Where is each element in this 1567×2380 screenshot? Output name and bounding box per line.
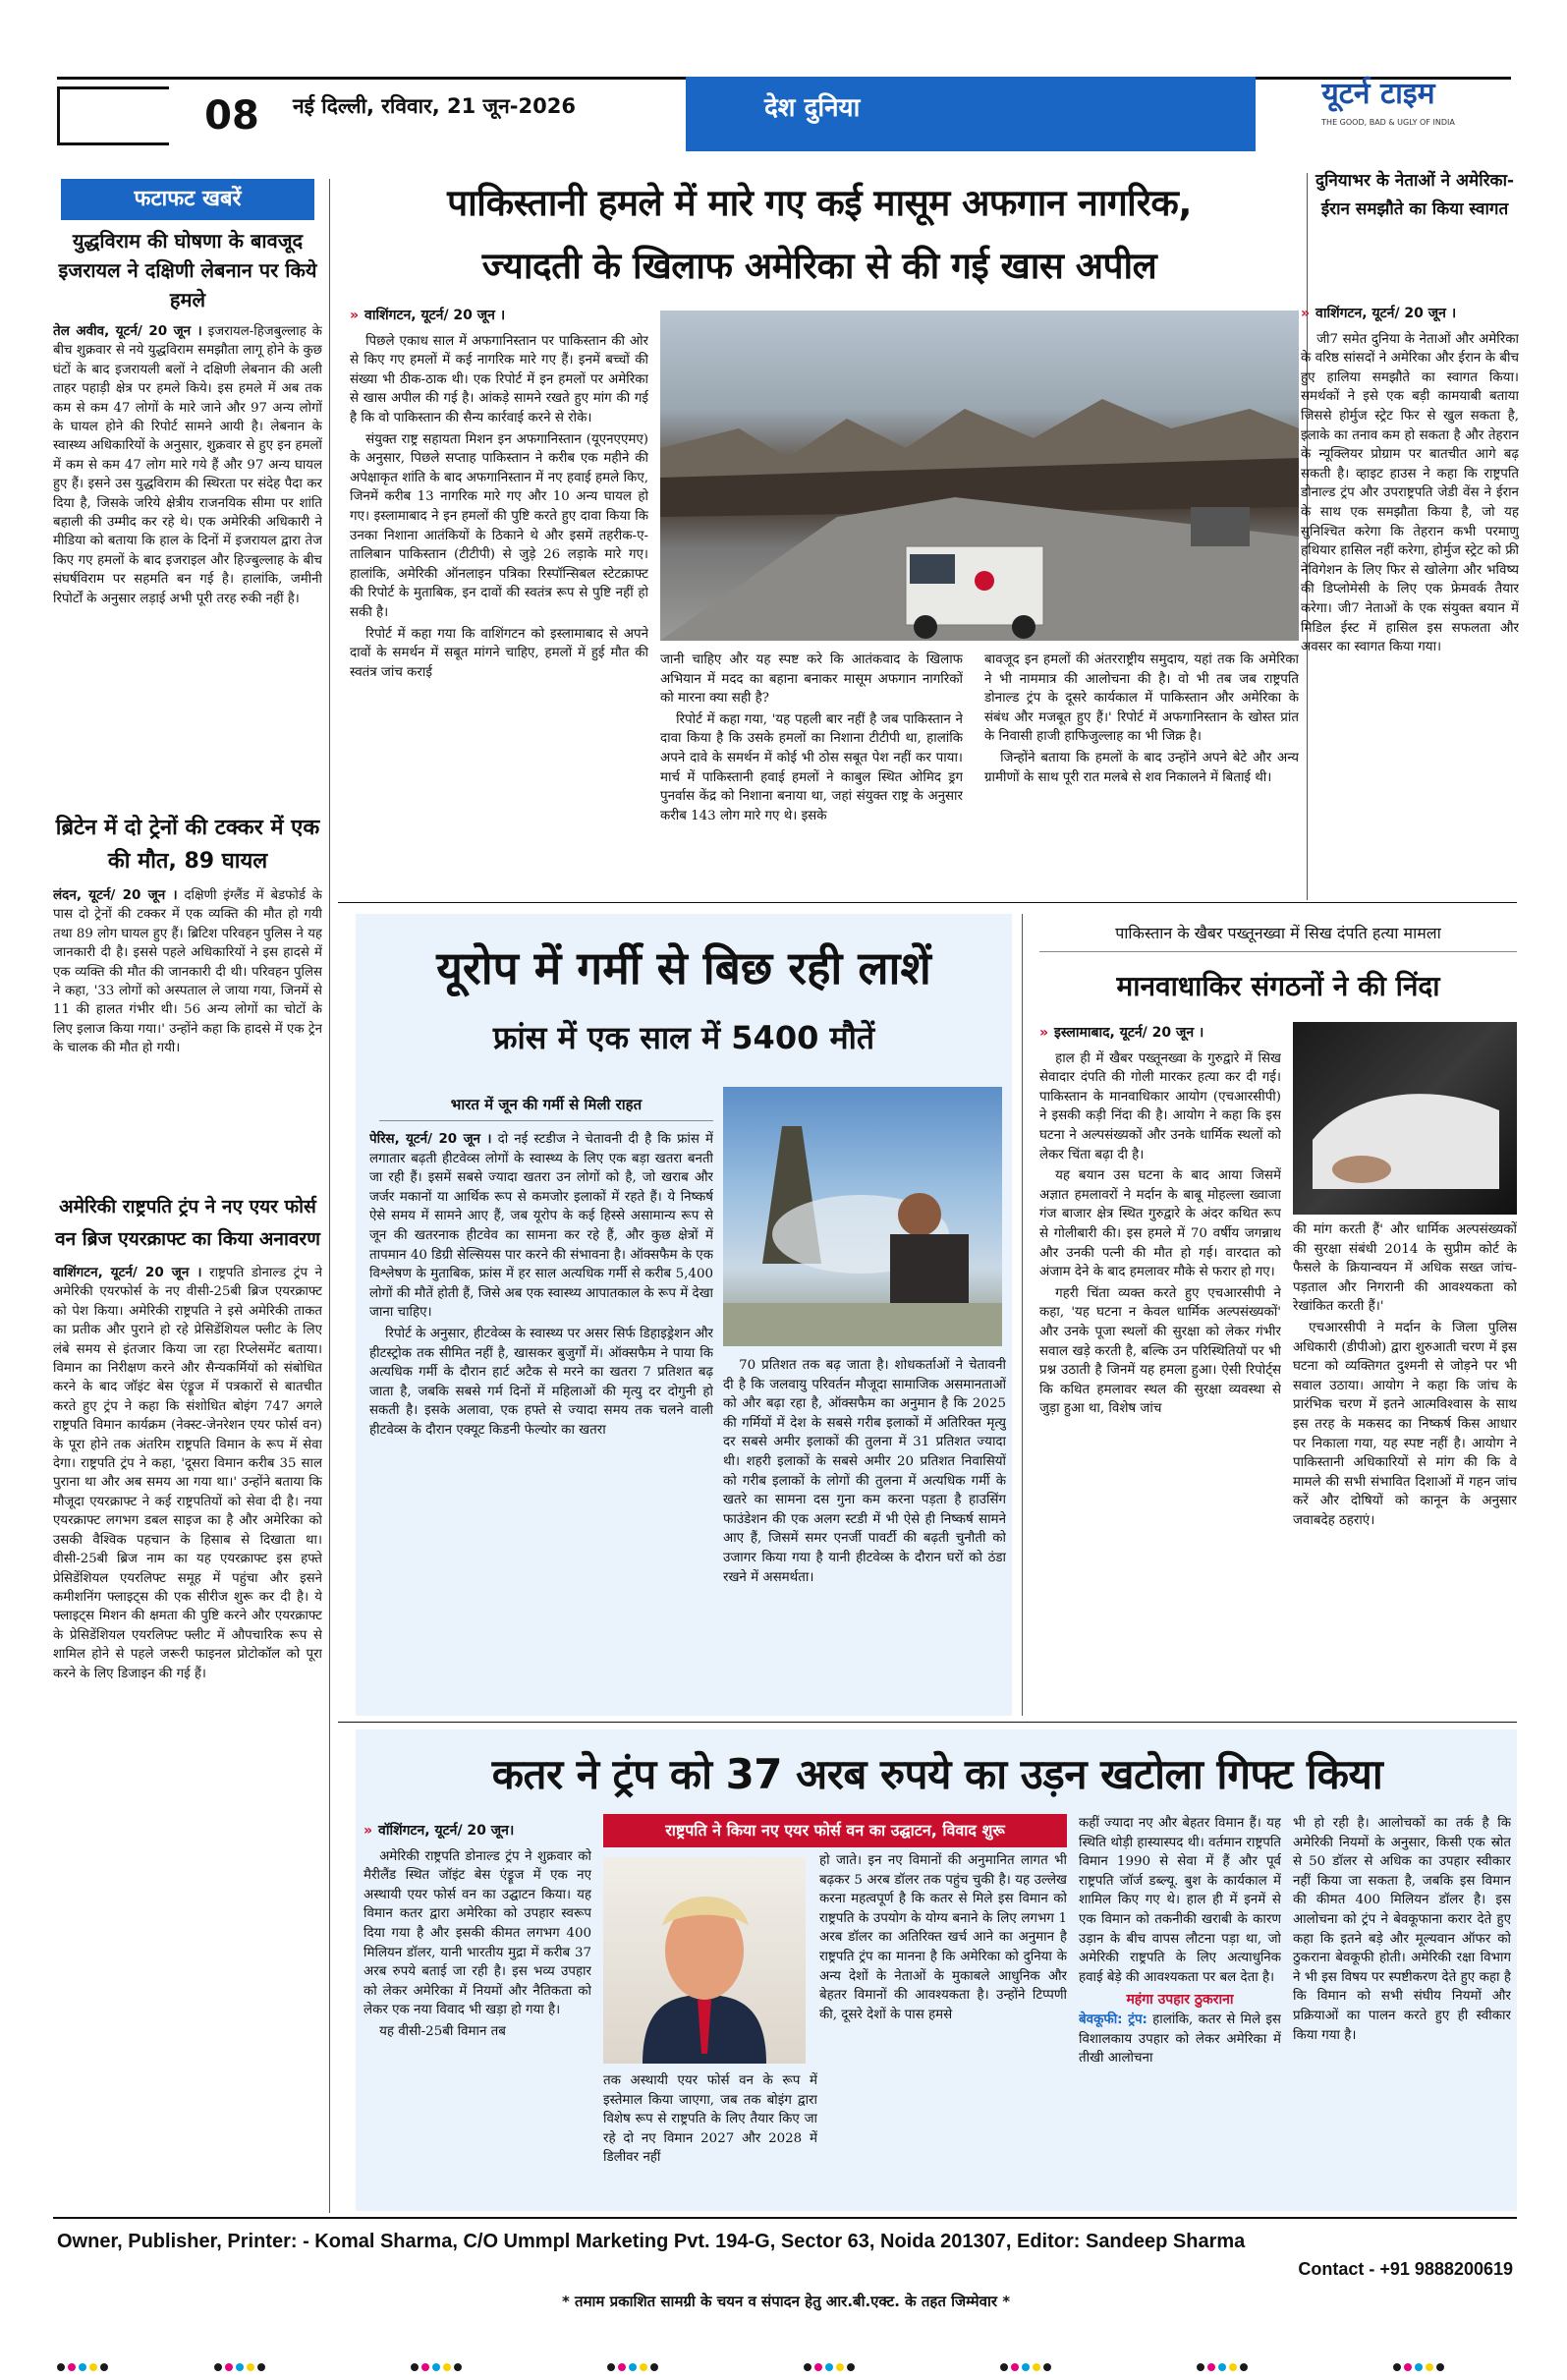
- sidebar-story-1-dateline: तेल अवीव, यूटर्न/ 20 जून ।: [53, 323, 202, 339]
- main-headline-2: ज्यादती के खिलाफ अमेरिका से की गई खास अपील: [481, 245, 1157, 287]
- qatar-col-2a: हो जाते। इन नए विमानों की अनुमानित लागत भी बढ़कर 5 अरब डॉलर तक पहुंच चुकी है। यह उल्लेख करना महत्वपूर्ण है कि कतर से मिले इस विमान को राष्ट्रपति के उपयोग के योग्य बनाने के लिए लगभग 1 अरब डॉलर का अतिरिक्त खर्च आने का अनुमान है राष्ट्रपति ट्रंप का मानना है कि अमेरिका को दुनिया के अन्य देशों के नेताओं के मुकाबले आधुनिक और बेहतर विमानों की आवश्यकता है। उन्होंने टिप्पणी की, दूसरे देशों के पास हमसे: [819, 1853, 1067, 2022]
- registration-marks: [57, 2356, 1521, 2368]
- right-story-1-body: » वाशिंगटन, यूटर्न/ 20 जून । जी7 समेत दुनिया के नेताओं और अमेरिका के वरिष्ठ सांसदों ने अमेरिका और ईरान के बीच हुए हालिया समझौते का स्वागत किया। समर्थकों ने इसे एक बड़ी कामयाबी बताया जिससे होर्मुज स्ट्रेट फिर से खुल सकता है, इलाके का तनाव कम हो सकता है और तेहरान के न्यूक्लियर प्रोग्राम पर बातचीत आगे बढ़ सकती है। व्हाइट हाउस ने कहा कि राष्ट्रपति डोनाल्ड ट्रंप और उपराष्ट्रपति जेडी वेंस ने ईरान के साथ एक समझौता किया है, जो यह सुनिश्चित करेगा कि तेहरान कभी परमाणु हथियार हासिल नहीं करेगा, होर्मुज स्ट्रेट को फ्री नेविगेशन के लिए फिर से खोलेगा और भविष्य की डिप्लोमेसी के लिए एक फ्रेमवर्क तैयार करेगा। जी7 नेताओं के एक संयुक्त बयान में मिडिल ईस्ट में हासिल इस सफलता और अवसर का स्वागत किया गया।: [1301, 306, 1519, 655]
- sidebar-story-2-dateline: लंदन, यूटर्न/ 20 जून ।: [53, 887, 178, 903]
- right-story-2-kicker-rule: [1039, 951, 1517, 952]
- registration-dot: [421, 2363, 429, 2371]
- registration-dot-group: [411, 2356, 465, 2375]
- registration-dot: [640, 2363, 647, 2371]
- europe-col-2: 70 प्रतिशत तक बढ़ जाता है। शोधकर्ताओं ने चेतावनी दी है कि जलवायु परिवर्तन मौजूदा सामाजिक असमानताओं को और बढ़ा रहा है, ऑक्सफैम का अनुमान है कि 2025 की गर्मियों में देश के सबसे गरीब इलाकों में अतिरिक्त मृत्यु दर सबसे अमीर इलाकों की तुलना में 31 प्रतिशत ज्यादा थी। शहरी इलाकों के सबसे अमीर 20 प्रतिशत निवासियों को गरीब इलाकों के लोगों की तुलना में अत्यधिक गर्मी के खतरे का सामना दस गुना कम करना पड़ता है हाउसिंग फाउंडेशन की एक अलग स्टडी में भी ऐसे ही निष्कर्ष सामने आए हैं, जिसमें समर एनर्जी पावर्टी की बढ़ती चुनौती को उजागर किया गया है यानी हीटवेव्स के दौरान घरों को ठंडा रखने में असमर्थता।: [723, 1358, 1006, 1585]
- registration-dot: [57, 2363, 65, 2371]
- right-story-2-kicker: पाकिस्तान के खैबर पख्तूनख्वा में सिख दंपति हत्या मामला: [1115, 924, 1441, 942]
- registration-dot: [1426, 2363, 1433, 2371]
- sidebar-story-3-title: अमेरिकी राष्ट्रपति ट्रंप ने नए एयर फोर्स वन ब्रिज एयरक्राफ्ट का किया अनावरण: [55, 1196, 320, 1250]
- registration-dot: [214, 2363, 222, 2371]
- qatar-subhead: महंगा उपहार ठुकराना: [1126, 1992, 1234, 2009]
- registration-dot: [432, 2363, 440, 2371]
- registration-dot: [847, 2363, 855, 2371]
- registration-dot: [454, 2363, 462, 2371]
- qatar-col-2c: [819, 2064, 1067, 2205]
- registration-dot: [411, 2363, 419, 2371]
- registration-dot: [804, 2363, 811, 2371]
- qatar-headline: कतर ने ट्रंप को 37 अरब रुपये का उड़न खटोला गिफ्ट किया: [491, 1750, 1383, 1798]
- europe-headline-2: फ्रांस में एक साल में 5400 मौतें: [492, 1019, 875, 1056]
- right-story-2-col-1: » इस्लामाबाद, यूटर्न/ 20 जून । हाल ही में खैबर पख्तूनख्वा के गुरुद्वारे में सिख सेवादार दंपति की गोली मारकर हत्या कर दी गई। पाकिस्तान के मानवाधिकार आयोग (एचआरसीपी) ने इसकी कड़ी निंदा की है। आयोग ने कहा कि इस घटना ने अल्पसंख्यकों और उनके धार्मिक स्थलों को लेकर चिंता बढ़ा दी है। यह बयान उस घटना के बाद आया जिसमें अज्ञात हमलावरों ने मर्दान के बाबू मोहल्ला ख्वाजा गंज बाजार क्षेत्र स्थित गुरुद्वारे के अंदर कथित रूप से गोलीबारी की। इस हमले में 70 वर्षीय जगन्नाथ और उनकी पत्नी की मौत हो गई। वारदात को अंजाम देने के बाद हमलावर मौके से फरार हो गए। गहरी चिंता व्यक्त करते हुए एचआरसीपी ने कहा, 'यह घटना न केवल धार्मिक अल्पसंख्यकों' और उनके पूजा स्थलों की सुरक्षा को लेकर गंभीर सवाल खड़े करती है, बल्कि उन परिस्थितियों पर भी प्रश्न उठाती है जिनमें यह हमला हुआ। ऐसी रिपोर्ट्स कि कथित हमलावर स्थल की सुरक्षा व्यवस्था से जुड़ा हुआ था, विशेष जांच: [1039, 1025, 1281, 1417]
- registration-dot-group: [57, 2356, 111, 2375]
- afghan-attack-illustration: [660, 311, 1299, 641]
- footer-imprint: Owner, Publisher, Printer: - Komal Sharma, C/O Ummpl Marketing Pvt. 194-G, Sector 63, Noida 201307, Editor: Sandeep Sharma: [57, 2231, 1246, 2252]
- header-dateline: नई दिल्ली, रविवार, 21 जून-2026: [293, 94, 576, 118]
- registration-dot-group: [1393, 2356, 1447, 2375]
- sidebar-story-2-body: लंदन, यूटर्न/ 20 जून । दक्षिणी इंग्लैंड में बेडफोर्ड के पास दो ट्रेनों की टक्कर में एक व्यक्ति की मौत हो गयी तथा 89 लोग घायल हुए हैं। ब्रिटिश परिवहन पुलिस ने यह जानकारी दी है। इससे पहले अधिकारियों ने इस हादसे में एक व्यक्ति की मौत की जानकारी दी थी। परिवहन पुलिस ने कहा, '33 लोगों को अस्पताल ले जाया गया, जिनमें से 11 की हालत गंभीर थी। 56 अन्य लोगों का चोटों के लिए इलाज किया गया।' उन्होंने कहा कि हादसे में एक ट्रेन के चालक की मौत हो गयी।: [53, 887, 322, 1056]
- right-story-2-dateline: इस्लामाबाद, यूटर्न/ 20 जून ।: [1054, 1025, 1204, 1041]
- page-number: [57, 86, 169, 145]
- registration-dot: [1033, 2363, 1040, 2371]
- registration-dot-group: [214, 2356, 268, 2375]
- registration-dot: [825, 2363, 833, 2371]
- sidebar-label: फटाफट खबरें: [61, 179, 314, 220]
- registration-dot: [814, 2363, 822, 2371]
- sidebar-divider: [329, 179, 330, 2213]
- registration-dot: [1436, 2363, 1444, 2371]
- europe-headline-1: यूरोप में गर्मी से बिछ रही लाशें: [436, 941, 931, 994]
- victim-photo: [1293, 1022, 1517, 1215]
- logo-tagline: THE GOOD, BAD & UGLY OF INDIA: [1321, 118, 1455, 127]
- europe-kicker-rule: [379, 1120, 713, 1121]
- qatar-kicker: राष्ट्रपति ने किया नए एयर फोर्स वन का उद्घाटन, विवाद शुरू: [603, 1814, 1067, 1847]
- afghan-attack-photo: [660, 311, 1299, 641]
- registration-dot: [1404, 2363, 1412, 2371]
- right-story-2-title: मानवाधाकिर संगठनों ने की निंदा: [1116, 970, 1440, 1002]
- registration-dot: [1043, 2363, 1051, 2371]
- lower-rule: [338, 1722, 1517, 1723]
- sidebar-story-3-body: वाशिंगटन, यूटर्न/ 20 जून । राष्ट्रपति डोनाल्ड ट्रंप ने अमेरिकी एयरफोर्स के नए वीसी-25बी ब्रिज एयरक्राफ्ट को पेश किया। अमेरिकी राष्ट्रपति ने इसे अमेरिकी ताकत का प्रतीक और पुराने हो रहे प्रेसिडेंशियल फ्लीट के लिए लंबे समय से इंतजार किया जा रहा रिप्लेसमेंट बताया। विमान का निरीक्षण करने और सैन्यकर्मियों को संबोधित करने के बाद जॉइंट बेस एंड्रूज में पत्रकारों से बातचीत करते हुए ट्रंप ने कहा कि संशोधित बोइंग 747 अगले राष्ट्रपति विमान कार्यक्रम (नेक्स्ट-जेनरेशन एयर फोर्स वन) के पूरा होने तक अंतरिम राष्ट्रपति विमान के रूप में सेवा देगा। राष्ट्रपति ट्रंप ने कहा, 'दूसरा विमान करीब 35 साल पुराना था और अब समय आ गया था।' उन्होंने बताया कि मौजूदा एयरक्राफ्ट ने कई राष्ट्रपतियों को सेवा दी है। नया एयरक्राफ्ट लगभग डबल साइज का है और अमेरिका को उसकी वैश्विक पहचान के हिसाब से दिखाता था। वीसी-25बी ब्रिज नाम का यह एयरक्राफ्ट इस हफ्ते प्रेसिडेंशियल एयरलिफ्ट समूह में पहुंचा और इसने कमीशनिंग फ्लाइट्स की एक सीरीज शुरू कर दी है। ये फ्लाइट्स मिशन की क्षमता की पुष्टि करने और एयरक्राफ्ट के प्रेसिडेंशियल एयरलिफ्ट फ्लीट में औपचारिक रूप से शामिल होने से पहले जरूरी फाइनल प्रोटोकॉल को पूरा करने के लिए डिजाइन की गई हैं।: [53, 1265, 322, 1681]
- registration-dot: [79, 2363, 86, 2371]
- registration-dot: [1197, 2363, 1204, 2371]
- registration-dot: [1207, 2363, 1215, 2371]
- registration-dot-group: [1000, 2356, 1054, 2375]
- qatar-subhead-lead: बेवकूफी: ट्रंप:: [1079, 2012, 1147, 2027]
- sidebar: [53, 179, 322, 2213]
- registration-dot: [236, 2363, 244, 2371]
- registration-dot: [247, 2363, 254, 2371]
- main-headline-1: पाकिस्तानी हमले में मारे गए कई मासूम अफगान नागरिक,: [447, 182, 1192, 224]
- heatwave-illustration: [723, 1087, 1002, 1346]
- registration-dot: [257, 2363, 265, 2371]
- registration-dot: [1240, 2363, 1248, 2371]
- footer-rule: [53, 2217, 1517, 2219]
- registration-dot-group: [804, 2356, 858, 2375]
- sidebar-story-1-body: तेल अवीव, यूटर्न/ 20 जून । इजरायल-हिजबुल्लाह के बीच शुक्रवार से नये युद्धविराम समझौता लागू होने के कुछ घंटों के बाद इजरायली बलों ने दक्षिणी लेबनान की अली ताहर पहाड़ी क्षेत्र पर हमले किये। इस हमले में अब तक कम से कम 47 लोगों के मारे जाने और 97 अन्य लोगों के घायल होने की रिपोर्ट सामने आयी है। लेबनान के स्वास्थ्य अधिकारियों के अनुसार, शुक्रवार से हुए इन हमलों में कम से कम 47 लोग मारे गये हैं और 97 अन्य घायल हुए हैं। इसने उस युद्धविराम की स्थिरता पर संदेह पैदा कर दिया है, जिसके जरिये क्षेत्रीय राजनयिक सीमा पर शांति बहाली की उम्मीद कर रहे थे। एक अमेरिकी अधिकारी ने मीडिया को बताया कि हाल के दिनों में इजरायल द्वारा तेज किए गए हमलों के बाद इजराइल और हिज्बुल्लाह के बीच संघर्षविराम पर सहमति बन गई है। हालांकि, जमीनी रिपोर्टों के अनुसार लड़ाई अभी पूरी तरह रुकी नहीं है।: [53, 323, 322, 606]
- qatar-col-4: भी हो रही है। आलोचकों का तर्क है कि अमेरिकी नियमों के अनुसार, किसी एक स्रोत से 50 डॉलर से अधिक का उपहार स्वीकार नहीं किया जा सकता है, जबकि इस विमान की कीमत 400 मिलियन डॉलर है। इस आलोचना को ट्रंप ने बेवकूफाना करार देते हुए कहा कि इतने बड़े और मूल्यवान ऑफर को ठुकराना बेवकूफी होती। अमेरिकी रक्षा विभाग ने भी इस विषय पर स्पष्टीकरण देते हुए कहा है कि विमान को सभी संघीय नियमों और प्रक्रियाओं का पालन करते हुए ही स्वीकार किया गया है।: [1293, 1816, 1511, 2043]
- registration-dot: [1229, 2363, 1237, 2371]
- main-story-col-2: जानी चाहिए और यह स्पष्ट करे कि आतंकवाद के खिलाफ अभियान में मदद का बहाना बनाकर मासूम अफगान नागरिकों को मारना क्या सही है? रिपोर्ट में कहा गया, 'यह पहली बार नहीं है जब पाकिस्तान ने दावा किया है कि उसके हमलों का निशाना टीटीपी था, हालांकि अपने दावे के समर्थन में कोई भी ठोस सबूत पेश नहीं कर पाया। मार्च में पाकिस्तानी हवाई हमलों ने काबुल स्थित ओमिद ड्रग पुनर्वास केंद्र को निशाना बनाया था, जहां संयुक्त राष्ट्र के अनुसार करीब 143 लोग मारे गए थे। इसके: [660, 652, 963, 823]
- registration-dot: [1022, 2363, 1030, 2371]
- main-dateline: वाशिंगटन, यूटर्न/ 20 जून ।: [364, 308, 506, 323]
- europe-right-divider: [1022, 914, 1023, 1716]
- victim-illustration: [1293, 1022, 1517, 1215]
- qatar-col-2b: तक अस्थायी एयर फोर्स वन के रूप में इस्तेमाल किया जाएगा, जब तक बोइंग द्वारा विशेष रूप से राष्ट्रपति के लिए तैयार किए जा रहे दो नए विमान 2027 और 2028 में डिलीवर नहीं: [603, 2073, 817, 2166]
- registration-dot: [1000, 2363, 1008, 2371]
- section-title: देश दुनिया: [764, 93, 861, 123]
- registration-dot: [1011, 2363, 1019, 2371]
- europe-col-1: पेरिस, यूटर्न/ 20 जून । दो नई स्टडीज ने चेतावनी दी है कि फ्रांस में लगातार बढ़ती हीटवेव्स लोगों के स्वास्थ्य के लिए एक बड़ा खतरा बनती जा रही हैं। इसमें सबसे ज्यादा खतरा उन लोगों को है, जो खराब और जर्जर मकानों या आर्थिक रूप से कमजोर इलाकों में रहते हैं। ये निष्कर्ष ऐसे समय में सामने आए हैं, जब यूरोप के कई हिस्से असामान्य रूप से जून की खतरनाक हीटवेव का सामना कर रहे हैं, और कुछ क्षेत्रों में तापमान 40 डिग्री सेल्सियस पार करने की संभावना है। ऑक्सफैम के एक विश्लेषण के मुताबिक, फ्रांस में हर साल अत्यधिक गर्मी से करीब 5,400 लोगों की मौतें होती हैं, जिसे अब एक स्वास्थ्य आपातकाल के रूप में देखा जाना चाहिए। रिपोर्ट के अनुसार, हीटवेव्स के स्वास्थ्य पर असर सिर्फ डिहाइड्रेशन और हीटस्ट्रोक तक सीमित नहीं है, खासकर बुजुर्गों में। ऑक्सफैम ने पाया कि अत्यधिक गर्मी के दौरान हार्ट अटैक से मरने का खतरा 7 प्रतिशत बढ़ जाता है, जबकि सबसे गर्म दिनों में महिलाओं की मृत्यु दर दोगुनी हो सकती है। इसके अलावा, एक हफ्ते से ज्यादा समय तक चलने वाली हीटवेव्स के दौरान एक्यूट किडनी फेल्योर का खतरा: [369, 1132, 713, 1438]
- registration-dot: [68, 2363, 76, 2371]
- logo: यूटर्न टाइम: [1321, 77, 1435, 111]
- qatar-dateline: वॉशिंगटन, यूटर्न/ 20 जून।: [378, 1823, 515, 1839]
- registration-dot: [836, 2363, 844, 2371]
- right-story-2-col-2: की मांग करती हैं' और धार्मिक अल्पसंख्यकों की सुरक्षा संबंधी 2014 के सुप्रीम कोर्ट के फैसले के क्रियान्वयन में अधिक सख्त जांच-पड़ताल और निगरानी की आवश्यकता को रेखांकित करती हैं।' एचआरसीपी ने मर्दान के जिला पुलिस अधिकारी (डीपीओ) द्वारा शुरुआती चरण में इस घटना को व्यक्तिगत दुश्मनी से जोड़ने पर भी सवाल उठाया। आयोग ने कहा कि जांच के प्रारंभिक चरण में इतने आत्मविश्वास के साथ इस तरह के मकसद का निष्कर्ष किस आधार पर निकाला गया, यह स्पष्ट नहीं है। आयोग ने पाकिस्तानी अधिकारियों से मांग की कि वे मामले की सभी संभावित दिशाओं में गहन जांच करें और दोषियों को कानून के अनुसार जवाबदेह ठहराएं।: [1293, 1222, 1517, 1528]
- trump-photo: [603, 1857, 806, 2064]
- europe-kicker: भारत में जून की गर्मी से मिली राहत: [450, 1096, 643, 1113]
- europe-dateline: पेरिस, यूटर्न/ 20 जून ।: [369, 1132, 492, 1147]
- qatar-col-1: » वॉशिंगटन, यूटर्न/ 20 जून। अमेरिकी राष्ट्रपति डोनाल्ड ट्रंप ने शुक्रवार को मैरीलैंड स्थित जॉइंट बेस एंड्रूज में एक नए अस्थायी एयर फोर्स वन का उद्घाटन किया। यह विमान कतर द्वारा अमेरिका को उपहार स्वरूप दिया गया है और इसकी कीमत लगभग 400 मिलियन डॉलर, यानी भारतीय मुद्रा में करीब 37 अरब रुपये बताई जा रही है। इस भव्य उपहार को लेकर अमेरिका में नियमों और नैतिकता को लेकर एक नया विवाद भी खड़ा हो गया है। यह वीसी-25बी विमान तब: [364, 1823, 591, 2039]
- registration-dot: [100, 2363, 108, 2371]
- registration-dot: [443, 2363, 451, 2371]
- main-story-col-1: » वाशिंगटन, यूटर्न/ 20 जून । पिछले एकाध साल में अफगानिस्तान पर पाकिस्तान की ओर से किए गए हमलों में कई नागरिक मारे गए हैं। इनमें बच्चों की संख्या भी ठीक-ठाक थी। एक रिपोर्ट में इन हमलों पर अमेरिका से खास अपील की गई है। आंकड़े सामने रखते हुए मांग की गई है कि वो पाकिस्तान की सैन्य कार्रवाई करने से रोके। संयुक्त राष्ट्र सहायता मिशन इन अफगानिस्तान (यूएनएएमए) के अनुसार, पिछले सप्ताह पाकिस्तान ने करीब एक महीने की अपेक्षाकृत शांति के बाद अफगानिस्तान में नए हवाई हमले किए, जिनमें करीब 13 नागरिक मारे गए और 10 अन्य घायल हो गए। इस्लामाबाद ने इन हमलों की पुष्टि करते हुए दावा किया कि उनका निशाना आतंकियों के ठिकाने थे और इसमें तहरीक-ए-तालिबान पाकिस्तान (टीटीपी) से जुड़े 26 लड़ाके मारे गए। हालांकि, अमेरिकी ऑनलाइन पत्रिका रिस्पॉन्सिबल स्टेटक्राफ्ट की रिपोर्ट के मुताबिक, इन दावों की स्वतंत्र रूप से पुष्टि नहीं हो सकी है। रिपोर्ट में कहा गया कि वाशिंगटन को इस्लामाबाद से अपने दावों के समर्थन में सबूत मांगने चाहिए, हमलों में हुई मौत की स्वतंत्र जांच कराई: [350, 308, 648, 680]
- footer-note: * तमाम प्रकाशित सामग्री के चयन व संपादन हेतु आर.बी.एक्ट. के तहत जिम्मेवार *: [561, 2293, 1011, 2310]
- header: [57, 57, 1511, 151]
- registration-dot: [607, 2363, 615, 2371]
- registration-dot-group: [1197, 2356, 1251, 2375]
- trump-illustration: [603, 1857, 806, 2064]
- registration-dot-group: [607, 2356, 661, 2375]
- registration-dot: [1415, 2363, 1423, 2371]
- registration-dot: [618, 2363, 626, 2371]
- main-story-col-3: बावजूद इन हमलों की अंतरराष्ट्रीय समुदाय, यहां तक कि अमेरिका ने भी नाममात्र की आलोचना की है। वो भी तब जब राष्ट्रपति डोनाल्ड ट्रंप के दूसरे कार्यकाल में पाकिस्तान और अमेरिका के संबंध और मजबूत हुए हैं।' रिपोर्ट में अफगानिस्तान के खोस्त प्रांत के निवासी हाजी हाफिजुल्लाह का भी जिक्र है। जिन्होंने बताया कि हमलों के बाद उन्होंने अपने बेटे और अन्य ग्रामीणों के साथ पूरी रात मलबे से शव निकालने में बिताई थी।: [984, 652, 1299, 785]
- qatar-col-3: कहीं ज्यादा नए और बेहतर विमान हैं। यह स्थिति थोड़ी हास्यास्पद थी। वर्तमान राष्ट्रपति विमान 1990 से सेवा में हैं और पूर्व राष्ट्रपति जॉर्ज डब्ल्यू. बुश के कार्यकाल में शामिल किए गए थे। हाल ही में इनमें से एक विमान को तकनीकी खराबी के कारण उड़ान के बीच वापस लौटना पड़ा था, जो अमेरिकी राष्ट्रपति के लिए अत्याधुनिक हवाई बेड़े की आवश्यकता पर बल देता है। महंगा उपहार ठुकराना बेवकूफी: ट्रंप: हालांकि, कतर से मिले इस विशालकाय उपहार को लेकर अमेरिका में तीखी आलोचना: [1079, 1816, 1281, 2067]
- registration-dot: [89, 2363, 97, 2371]
- registration-dot: [1218, 2363, 1226, 2371]
- page-number-text: 08: [204, 93, 259, 139]
- footer-contact: Contact - +91 9888200619: [1298, 2259, 1513, 2279]
- registration-dot: [650, 2363, 658, 2371]
- sidebar-story-3-dateline: वाशिंगटन, यूटर्न/ 20 जून ।: [53, 1265, 202, 1280]
- registration-dot: [225, 2363, 233, 2371]
- right-story-1-title: दुनियाभर के नेताओं ने अमेरिका-ईरान समझौते का किया स्वागत: [1315, 171, 1515, 219]
- right-story-1-dateline: वाशिंगटन, यूटर्न/ 20 जून ।: [1315, 306, 1457, 321]
- sidebar-story-2-title: ब्रिटेन में दो ट्रेनों की टक्कर में एक की मौत, 89 घायल: [55, 816, 320, 874]
- heatwave-photo: [723, 1087, 1002, 1346]
- registration-dot: [629, 2363, 637, 2371]
- mid-rule: [338, 902, 1517, 903]
- sidebar-story-1-title: युद्धविराम की घोषणा के बावजूद इजरायल ने दक्षिणी लेबनान पर किये हमले: [58, 229, 317, 312]
- registration-dot: [1393, 2363, 1401, 2371]
